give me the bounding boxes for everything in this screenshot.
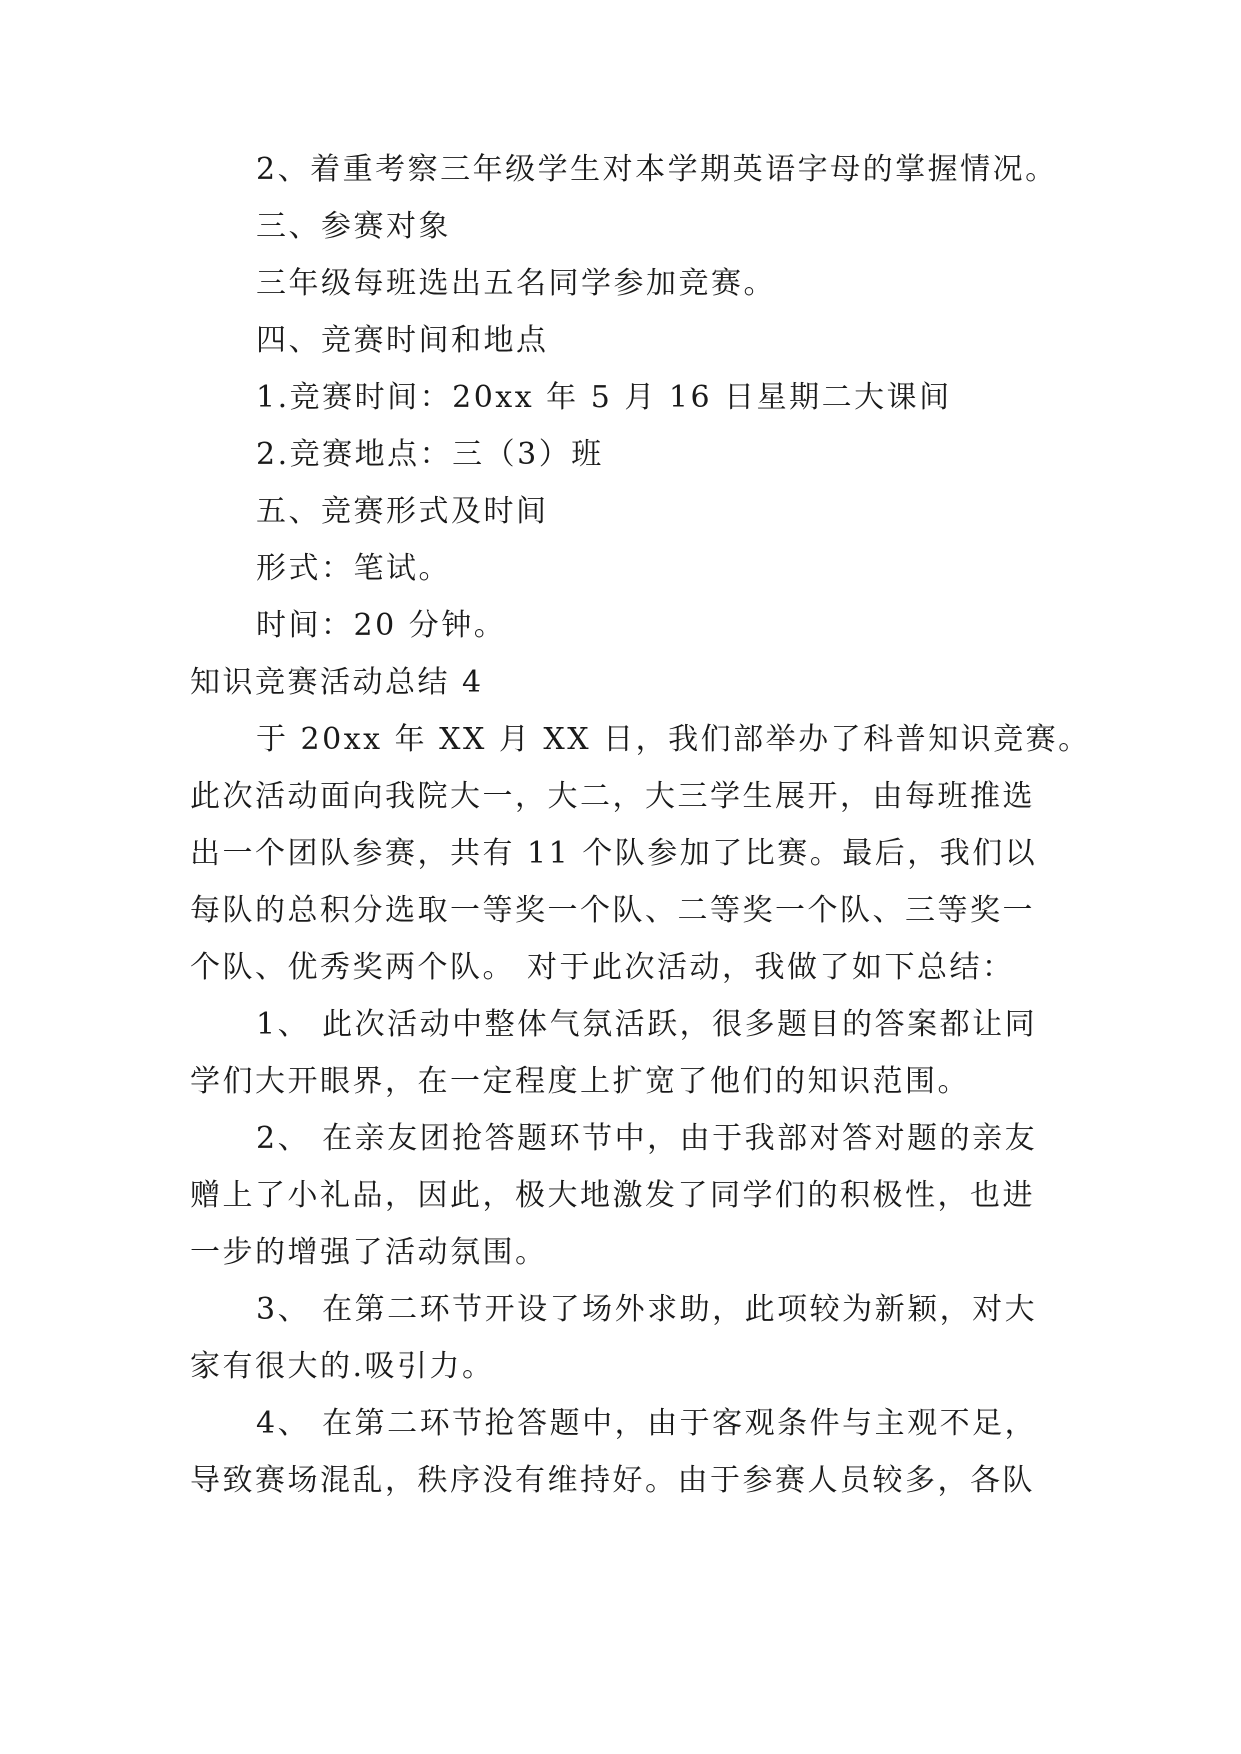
text-line: 时间：20 分钟。 — [256, 608, 507, 643]
text-line: 学们大开眼界，在一定程度上扩宽了他们的知识范围。 — [190, 1064, 970, 1099]
text-line: 形式：笔试。 — [256, 551, 451, 586]
text-line: 此次活动面向我院大一，大二，大三学生展开，由每班推选 — [190, 779, 1035, 814]
text-line: 每队的总积分选取一等奖一个队、二等奖一个队、三等奖一 — [190, 893, 1035, 928]
text-line: 赠上了小礼品，因此，极大地激发了同学们的积极性，也进 — [190, 1178, 1035, 1213]
text-line: 出一个团队参赛，共有 11 个队参加了比赛。最后，我们以 — [190, 836, 1038, 871]
text-line: 2、着重考察三年级学生对本学期英语字母的掌握情况。 — [256, 152, 1058, 187]
text-line: 三年级每班选出五名同学参加竞赛。 — [256, 266, 776, 301]
section-heading: 五、竞赛形式及时间 — [256, 494, 549, 529]
text-line: 1、 此次活动中整体气氛活跃，很多题目的答案都让同 — [256, 1007, 1038, 1042]
text-line: 1.竞赛时间：20xx 年 5 月 16 日星期二大课间 — [256, 380, 952, 415]
article-title: 知识竞赛活动总结 4 — [190, 665, 484, 700]
text-line: 于 20xx 年 XX 月 XX 日，我们部举办了科普知识竞赛。 — [256, 722, 1091, 757]
text-line: 2、 在亲友团抢答题环节中，由于我部对答对题的亲友 — [256, 1121, 1038, 1156]
text-line: 家有很大的.吸引力。 — [190, 1349, 495, 1384]
text-line: 个队、优秀奖两个队。 对于此次活动，我做了如下总结： — [190, 950, 1015, 985]
text-line: 一步的增强了活动氛围。 — [190, 1235, 548, 1270]
text-line: 导致赛场混乱，秩序没有维持好。由于参赛人员较多，各队 — [190, 1463, 1035, 1498]
section-heading: 四、竞赛时间和地点 — [256, 323, 549, 358]
text-line: 3、 在第二环节开设了场外求助，此项较为新颖，对大 — [256, 1292, 1038, 1327]
text-line: 4、 在第二环节抢答题中，由于客观条件与主观不足， — [256, 1406, 1038, 1441]
text-line: 2.竞赛地点：三（3）班 — [256, 437, 604, 472]
section-heading: 三、参赛对象 — [256, 209, 451, 244]
